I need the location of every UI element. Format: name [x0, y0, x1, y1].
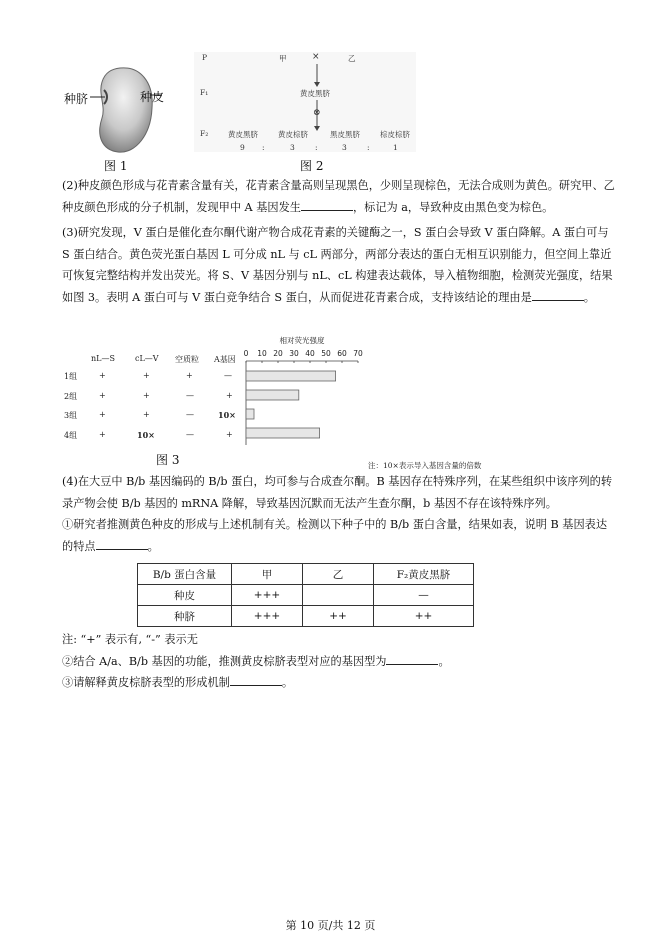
answer-blank[interactable] [301, 198, 353, 211]
fig3-cell: — [186, 391, 194, 400]
f2-phenotype: 黄皮棕脐 [278, 130, 308, 139]
table-cell: — [374, 585, 474, 606]
protein-content-table [137, 563, 474, 627]
ratio-value: 3 [290, 143, 295, 152]
fig3-cell: 10× [218, 410, 236, 420]
question-4-sub2: ②结合 A/a、B/b 基因的功能，推测黄皮棕脐表型对应的基因型为 [62, 654, 387, 668]
bar-4组 [246, 428, 320, 438]
sub3-end: 。 [281, 676, 294, 689]
answer-blank[interactable] [386, 652, 438, 665]
figure-3-caption: 图 3 [156, 453, 180, 467]
parent-yi: 乙 [348, 54, 356, 63]
sub1-end: 。 [147, 539, 159, 553]
fig3-group-label: 2组 [64, 392, 78, 401]
question-3-text-end: 。 [583, 290, 595, 304]
bar-1组 [246, 371, 336, 381]
fig3-cell: + [99, 430, 106, 439]
x-tick-label: 40 [305, 349, 315, 358]
fig3-header: 空质粒 [175, 355, 199, 364]
fig3-cell: + [143, 410, 150, 419]
table-header-row [138, 564, 474, 585]
cross-symbol: × [312, 52, 320, 62]
question-4-continued [62, 629, 618, 694]
table-cell: +++ [232, 585, 303, 606]
bar-2组 [246, 390, 299, 400]
ratio-value: 3 [342, 143, 347, 152]
fig3-cell: — [186, 410, 194, 419]
question-2-text-end: ，标记为 a，导致种皮由黑色变为棕色。 [352, 200, 554, 214]
seed-coat-label: 种皮 [140, 90, 165, 104]
ratio-value: 1 [393, 143, 398, 152]
row-label-f2: F₂ [200, 129, 209, 138]
chart-title: 相对荧光强度 [279, 336, 325, 345]
f2-phenotype: 棕皮棕脐 [380, 130, 410, 139]
f1-phenotype: 黄皮黑脐 [300, 89, 330, 98]
fig3-cell: + [226, 430, 233, 439]
question-4-text: (4)在大豆中 B/b 基因编码的 B/b 蛋白，均可参与合成查尔酮。B 基因存在特殊序列，在某些组织中该序列的转录产物会使 B/b 基因的 mRNA 降解，导致基因沉默而无法产生查尔酮，b 基因不存在该特殊序列。 [62, 475, 613, 510]
f2-phenotype: 黄皮黑脐 [228, 130, 258, 139]
table-cell [303, 585, 374, 606]
fig3-cell: + [143, 371, 150, 380]
question-3-text: (3)研究发现，V 蛋白是催化查尔酮代谢产物合成花青素的关键酶之一，S 蛋白会导致 V 蛋白降解。A 蛋白可与 S 蛋白结合。黄色荧光蛋白基因 L 可分成 nL 与 cL 两部分，两部分表达的蛋白无相互识别能力，但空间上靠近可恢复完整结构并发出荧光。将 S、V 基因分别与 nL、cL 构建表达载体，导入植物细胞，检测荧光强度，结果如图 3。表明 A 蛋白可与 V 蛋白竞争结合 S 蛋白，从而促进花青素合成，支持该结论的理由是 [62, 226, 613, 304]
x-tick-label: 20 [273, 349, 283, 358]
fig3-group-label: 1组 [64, 372, 78, 381]
question-4 [62, 471, 618, 557]
row-label-p: P [202, 53, 208, 62]
fig3-cell: 10× [137, 430, 155, 440]
fig3-header: A基因 [214, 355, 236, 364]
table-header: 甲 [232, 564, 303, 585]
fig3-group-label: 4组 [64, 431, 78, 440]
fluorescence-bar-chart [240, 333, 370, 448]
answer-blank[interactable] [96, 537, 148, 550]
x-tick-label: 60 [337, 349, 347, 358]
table-row [138, 606, 474, 627]
self-cross-symbol: ⊗ [313, 108, 321, 118]
fig3-cell: — [186, 430, 194, 439]
table-header: B/b 蛋白含量 [138, 564, 232, 585]
fig3-cell: + [99, 371, 106, 380]
x-tick-label: 50 [321, 349, 331, 358]
fig3-group-label: 3组 [64, 411, 78, 420]
table-row [138, 585, 474, 606]
ratio-colon: : [315, 143, 318, 152]
figure-3-note: 注：10×表示导入基因含量的倍数 [368, 461, 482, 470]
table-note: 注: “+” 表示有, “-” 表示无 [62, 633, 198, 646]
table-header: 乙 [303, 564, 374, 585]
table-cell: 种脐 [138, 606, 232, 627]
x-tick-label: 70 [353, 349, 363, 358]
table-cell: 种皮 [138, 585, 232, 606]
seed-illustration [62, 64, 172, 156]
fig3-header: nL—S [91, 354, 115, 363]
fig3-cell: + [99, 410, 106, 419]
question-3 [62, 222, 618, 308]
fig3-cell: + [99, 391, 106, 400]
row-label-f1: F₁ [200, 88, 209, 97]
figure-1-caption: 图 1 [104, 159, 128, 173]
fig3-cell: + [226, 391, 233, 400]
bar-3组 [246, 409, 254, 419]
question-4-sub1: ①研究者推测黄色种皮的形成与上述机制有关。检测以下种子中的 B/b 蛋白含量，结果如表，说明 B 基因表达的特点 [62, 518, 608, 553]
question-2-text: (2)种皮颜色形成与花青素含量有关，花青素含量高则呈现黑色，少则呈现棕色，无法合成则为黄色。研究甲、乙种皮颜色形成的分子机制，发现甲中 A 基因发生 [62, 179, 615, 214]
question-4-sub3: ③请解释黄皮棕脐表型的形成机制 [62, 676, 230, 689]
answer-blank[interactable] [532, 288, 584, 301]
page-footer: 第 10 页/共 12 页 [285, 919, 376, 932]
fig3-cell: — [224, 371, 232, 380]
parent-jia: 甲 [279, 54, 287, 63]
table-cell: ++ [374, 606, 474, 627]
fig3-cell: + [186, 371, 193, 380]
sub2-end: 。 [438, 654, 450, 668]
ratio-colon: : [367, 143, 370, 152]
table-cell: +++ [232, 606, 303, 627]
x-tick-label: 30 [289, 349, 299, 358]
question-2 [62, 175, 618, 218]
fig3-header: cL—V [135, 354, 159, 363]
x-tick-label: 10 [257, 349, 267, 358]
ratio-value: 9 [240, 143, 245, 152]
fig3-cell: + [143, 391, 150, 400]
cross-arrows [312, 64, 322, 144]
table-header: F₂黄皮黑脐 [374, 564, 474, 585]
x-tick-label: 0 [243, 349, 249, 358]
f2-phenotype: 黑皮黑脐 [330, 130, 360, 139]
answer-blank[interactable] [230, 673, 282, 686]
seed-body [100, 68, 152, 152]
hilum-label: 种脐 [64, 92, 89, 106]
ratio-colon: : [262, 143, 265, 152]
table-cell: ++ [303, 606, 374, 627]
figure-2-caption: 图 2 [300, 159, 324, 173]
